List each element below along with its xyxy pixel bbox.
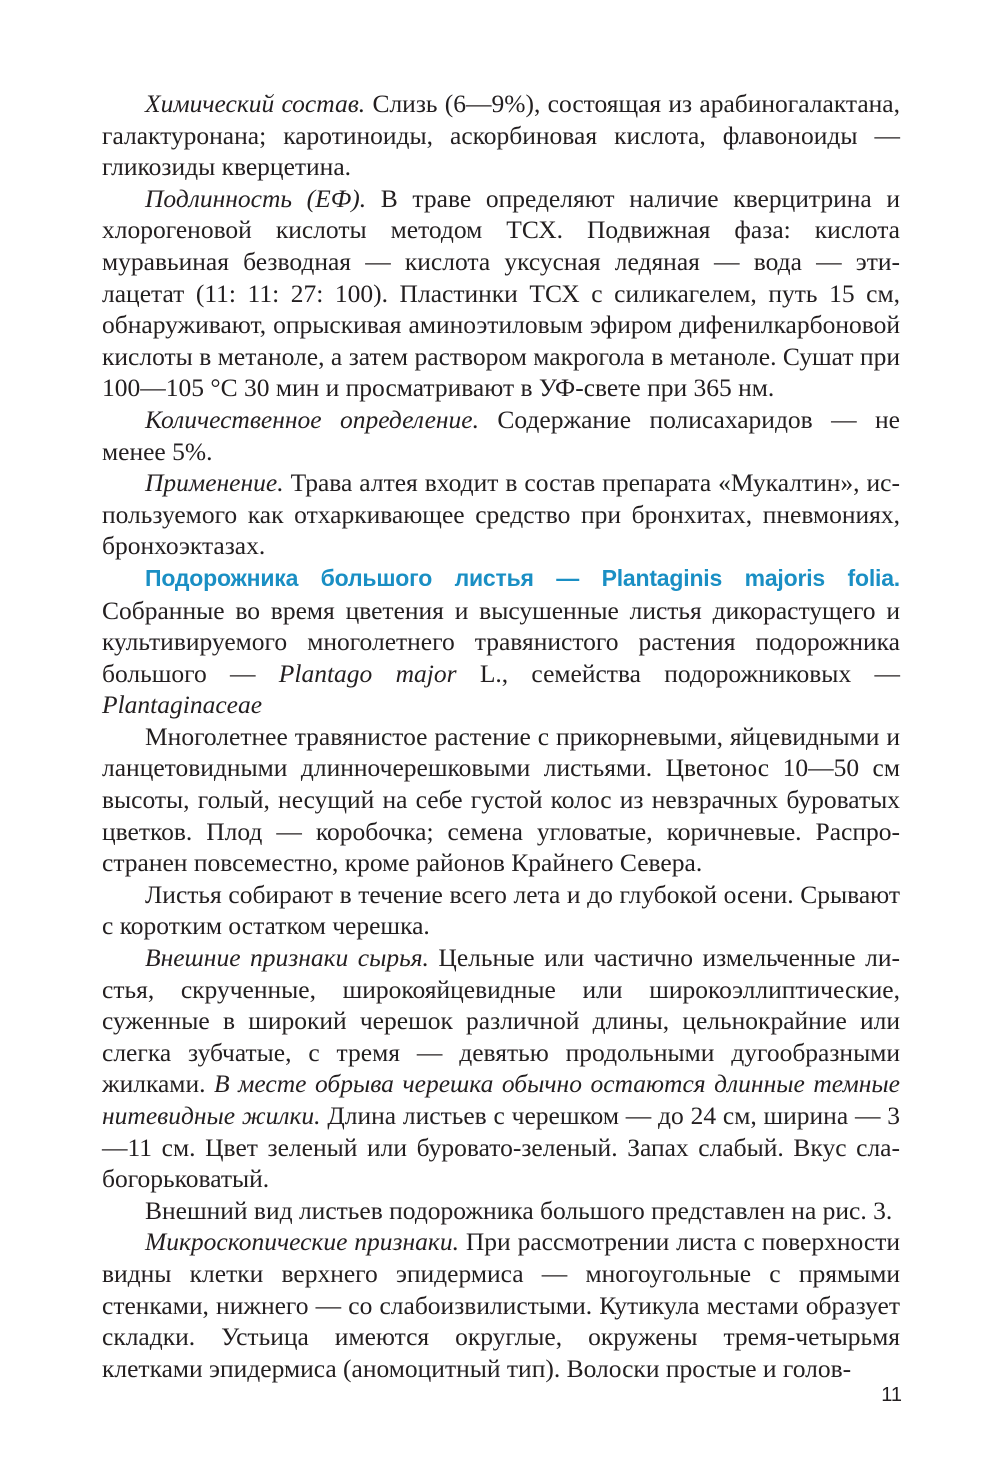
paragraph-authenticity: [102, 183, 900, 404]
paragraph-chemical-composition: [102, 88, 900, 183]
paragraph-lead: Количественное определение.: [145, 404, 479, 434]
paragraph-text: Содержание полисахаридов — не менее 5%.: [102, 404, 901, 466]
paragraph-lead: Микроскопические признаки.: [145, 1227, 459, 1257]
paragraph-text: В траве определяют наличие кверцитрина и хлорогеновой кислоты методом ТСХ. Подвижная фаза: кислота муравьиная безводная — кислота уксусная ледяная — вода — этилацетат (11: 11: 27: 100). Пластинки ТСХ с силикагелем, путь 15 см, обнаруживают, опрыскивая аминоэтиловым эфиром дифенилкарбоновой кислоты в метаноле, а затем раствором макрогола в метаноле. Сушат при 100—105 °С 30 мин и просматривают в УФ-свете при 365 нм.: [102, 183, 900, 403]
paragraph-external-signs: [102, 942, 900, 1195]
paragraph-microscopic: [102, 1226, 900, 1384]
paragraph-lead: Подлинность (ЕФ).: [145, 183, 367, 213]
paragraph-text: Цельные или частично измельченные листья, скрученные, широкояйцевидные или широкоэллиптические, суженные в широкий черешок различной длины, цельнокрайние или слегка зубчатые, с тремя — девятью продольными дугообразными жилками.: [102, 943, 900, 1099]
paragraph-lead: Химический состав.: [145, 89, 366, 118]
paragraph-text: Собранные во время цветения и высушенные листья дикорастущего и культивируемого многолетнего травянистого растения подорожника большого —: [102, 595, 900, 688]
paragraph-text: Листья собирают в течение всего лета и до глубокой осени. Срывают с коротким остатком черешка.: [102, 879, 900, 941]
latin-name: Plantago major: [278, 658, 457, 688]
page-body: [102, 88, 900, 1384]
latin-family: Plantaginaceae: [102, 690, 263, 720]
paragraph-italic-note: В месте обрыва черешка обычно остаются длинные темные нитевидные жилки.: [102, 1069, 900, 1130]
paragraph-text: Длина листьев с черешком — до 24 см, ширина — 3—11 см. Цвет зеленый или буровато-зеленый. Запах слабый. Вкус слабогорьковатый.: [102, 1101, 900, 1194]
paragraph-lead: Применение.: [145, 468, 284, 498]
paragraph-text: Внешний вид листьев подорожника большого представлен на рис. 3.: [145, 1195, 893, 1225]
paragraph-text: При рассмотрении листа с поверхности видны клетки верхнего эпидермиса — многоугольные с прямыми стенками, нижнего — со слабоизвилистыми. Кутикула местами образует складки. Устьица имеются округлые, окружены тремя-четырьмя клетками эпидермиса (аномоцитный тип). Волоски простые и голов-: [102, 1227, 901, 1383]
paragraph-plantain-heading: [102, 562, 900, 721]
paragraph-description: [102, 721, 900, 879]
paragraph-lead: Внешние признаки сырья.: [145, 943, 429, 973]
paragraph-collection: [102, 879, 900, 942]
paragraph-application: [102, 467, 900, 562]
paragraph-figure-reference: [102, 1195, 900, 1227]
paragraph-text: Многолетнее травянистое растение с прикорневыми, яйцевидными и ланцетовидными длинночерешковыми листьями. Цветонос 10—50 см высоты, голый, несущий на себе густой колос из невзрачных буроватых цветков. Плод — коробочка; семена угловатые, коричневые. Распространен повсеместно, кроме районов Крайнего Севера.: [102, 721, 900, 878]
section-heading: Подорожника большого листья — Plantaginis majoris folia.: [145, 564, 900, 591]
paragraph-text: L., семейства подорожниковых —: [456, 658, 900, 688]
paragraph-text: Слизь (6—9%), состоящая из арабиногалактана, галактуронана; каротиноиды, аскорбиновая кислота, флавоноиды — гликозиды кверцетина.: [102, 89, 900, 182]
paragraph-text: Трава алтея входит в состав препарата «Мукалтин», используемого как отхаркивающее средство при бронхитах, пневмониях, бронхоэктазах.: [102, 468, 900, 561]
paragraph-quantitative: [102, 404, 900, 467]
page-number: 11: [881, 1384, 902, 1406]
